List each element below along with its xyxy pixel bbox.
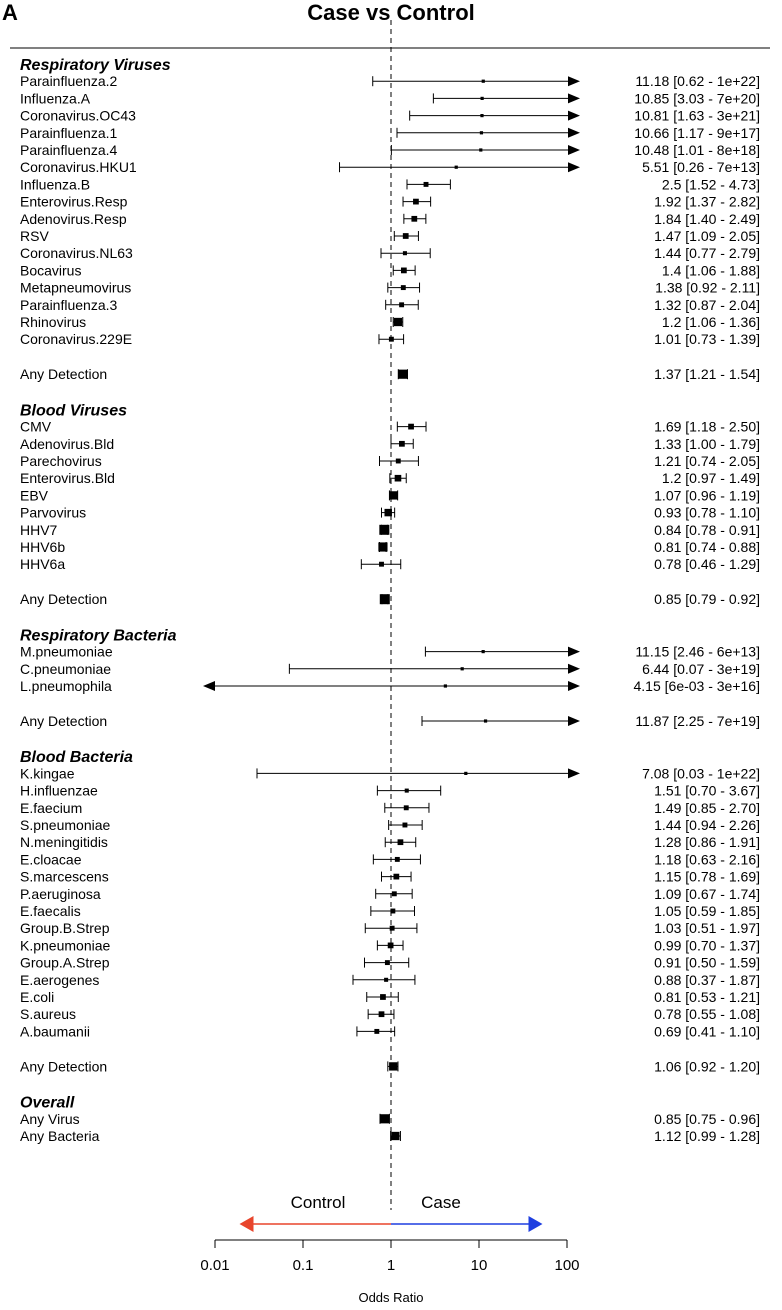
blood-viruses-cmv-row xyxy=(20,419,760,435)
respiratory-viruses-influenza-a-or-ci-text: 10.85 [3.03 - 7e+20] xyxy=(634,90,760,107)
chart-title: Case vs Control xyxy=(307,0,475,25)
respiratory-viruses-coronavirus-oc43-label: Coronavirus.OC43 xyxy=(20,107,136,124)
blood-bacteria-s-aureus-row xyxy=(20,1006,760,1022)
respiratory-viruses-rsv-point xyxy=(403,233,409,239)
respiratory-viruses-parainfluenza-1-label: Parainfluenza.1 xyxy=(20,124,118,141)
group-header-respiratory-bacteria: Respiratory Bacteria xyxy=(20,627,177,645)
blood-viruses-any-detection-row xyxy=(20,591,760,607)
blood-bacteria-k-kingae-ci-arrow-right xyxy=(568,768,580,778)
blood-bacteria-group-a-strep-point xyxy=(385,960,390,965)
respiratory-bacteria-m-pneumoniae-ci-arrow-right xyxy=(568,647,580,657)
respiratory-viruses-coronavirus-hku1-point xyxy=(455,166,458,169)
group-header-blood-bacteria: Blood Bacteria xyxy=(20,749,133,767)
respiratory-bacteria-any-detection-label: Any Detection xyxy=(20,713,108,729)
respiratory-viruses-bocavirus-or-ci-text: 1.4 [1.06 - 1.88] xyxy=(661,262,760,279)
respiratory-bacteria-m-pneumoniae-label: M.pneumoniae xyxy=(20,643,113,660)
respiratory-viruses-parainfluenza-4-or-ci-text: 10.48 [1.01 - 8e+18] xyxy=(634,142,760,158)
respiratory-viruses-bocavirus-label: Bocavirus xyxy=(20,262,82,279)
case-label: Case xyxy=(421,1193,461,1212)
respiratory-viruses-parainfluenza-3-row xyxy=(20,297,760,313)
respiratory-viruses-influenza-b-point xyxy=(424,182,429,187)
blood-viruses-hhv7-point xyxy=(379,525,389,535)
blood-bacteria-p-aeruginosa-row xyxy=(20,886,760,902)
blood-bacteria-k-kingae-or-ci-text: 7.08 [0.03 - 1e+22] xyxy=(642,765,760,782)
overall-any-bacteria-label: Any Bacteria xyxy=(20,1128,100,1144)
respiratory-viruses-bocavirus-row xyxy=(20,262,760,278)
blood-viruses-ebv-label: EBV xyxy=(20,487,49,504)
blood-viruses-ebv-or-ci-text: 1.07 [0.96 - 1.19] xyxy=(654,487,760,504)
overall-any-virus-label: Any Virus xyxy=(20,1110,80,1127)
respiratory-viruses-coronavirus-oc43-or-ci-text: 10.81 [1.63 - 3e+21] xyxy=(634,107,760,124)
respiratory-bacteria-any-detection-row xyxy=(20,713,760,729)
blood-viruses-hhv7-label: HHV7 xyxy=(20,521,58,538)
blood-viruses-enterovirus-bld-or-ci-text: 1.2 [0.97 - 1.49] xyxy=(661,470,760,487)
blood-bacteria-e-aerogenes-point xyxy=(384,978,388,982)
blood-viruses-enterovirus-bld-point xyxy=(395,475,402,482)
panel-label: A xyxy=(2,0,18,25)
respiratory-viruses-metapneumovirus-point xyxy=(401,285,406,290)
blood-viruses-hhv6a-row xyxy=(20,556,760,572)
respiratory-viruses-coronavirus-hku1-label: Coronavirus.HKU1 xyxy=(20,159,137,176)
overall-any-bacteria-point xyxy=(391,1132,399,1140)
respiratory-viruses-parainfluenza-1-or-ci-text: 10.66 [1.17 - 9e+17] xyxy=(634,124,760,141)
blood-bacteria-h-influenzae-row xyxy=(20,783,760,799)
respiratory-viruses-influenza-b-label: Influenza.B xyxy=(20,176,91,193)
respiratory-bacteria-l-pneumophila-point xyxy=(444,684,447,687)
respiratory-viruses-parainfluenza-3-or-ci-text: 1.32 [0.87 - 2.04] xyxy=(654,296,760,313)
x-axis-label: Odds Ratio xyxy=(358,1290,424,1305)
blood-viruses-parvovirus-row xyxy=(20,505,760,521)
blood-bacteria-group-b-strep-or-ci-text: 1.03 [0.51 - 1.97] xyxy=(654,920,760,937)
respiratory-bacteria-m-pneumoniae-point xyxy=(482,650,485,653)
blood-bacteria-n-meningitidis-point xyxy=(398,839,404,845)
blood-bacteria-s-marcescens-row xyxy=(20,869,760,885)
blood-bacteria-s-marcescens-or-ci-text: 1.15 [0.78 - 1.69] xyxy=(654,868,760,885)
respiratory-viruses-parainfluenza-1-ci-arrow-right xyxy=(568,128,580,138)
respiratory-viruses-enterovirus-resp-row xyxy=(20,194,760,210)
blood-viruses-parvovirus-label: Parvovirus xyxy=(20,504,87,521)
blood-viruses-hhv6b-label: HHV6b xyxy=(20,539,66,555)
blood-bacteria-any-detection-point xyxy=(389,1062,397,1070)
case-arrow-head xyxy=(529,1216,543,1232)
blood-viruses-hhv6a-or-ci-text: 0.78 [0.46 - 1.29] xyxy=(654,556,760,573)
blood-viruses-cmv-or-ci-text: 1.69 [1.18 - 2.50] xyxy=(654,418,760,435)
overall-any-bacteria-row xyxy=(20,1128,760,1144)
blood-viruses-enterovirus-bld-label: Enterovirus.Bld xyxy=(20,470,115,487)
respiratory-viruses-influenza-a-point xyxy=(481,97,484,100)
blood-bacteria-e-faecalis-label: E.faecalis xyxy=(20,903,81,919)
blood-bacteria-k-pneumoniae-label: K.pneumoniae xyxy=(20,937,111,954)
respiratory-viruses-parainfluenza-3-point xyxy=(399,302,404,307)
respiratory-viruses-any-detection-point xyxy=(398,370,407,379)
blood-bacteria-n-meningitidis-row xyxy=(20,834,760,850)
blood-bacteria-k-pneumoniae-row xyxy=(20,937,760,953)
blood-bacteria-p-aeruginosa-point xyxy=(392,891,397,896)
respiratory-bacteria-l-pneumophila-ci-arrow-left xyxy=(203,681,215,691)
blood-viruses-any-detection-or-ci-text: 0.85 [0.79 - 0.92] xyxy=(654,591,760,608)
respiratory-viruses-coronavirus-229e-or-ci-text: 1.01 [0.73 - 1.39] xyxy=(654,331,760,348)
blood-viruses-adenovirus-bld-or-ci-text: 1.33 [1.00 - 1.79] xyxy=(654,435,760,452)
blood-bacteria-e-aerogenes-label: E.aerogenes xyxy=(20,971,100,988)
respiratory-viruses-influenza-b-row xyxy=(20,176,760,192)
respiratory-viruses-any-detection-row xyxy=(20,366,760,382)
respiratory-viruses-parainfluenza-4-point xyxy=(479,148,482,151)
blood-bacteria-s-pneumoniae-row xyxy=(20,817,760,833)
respiratory-viruses-rhinovirus-label: Rhinovirus xyxy=(20,314,87,330)
x-axis xyxy=(200,1240,579,1274)
respiratory-viruses-parainfluenza-2-row xyxy=(20,73,760,89)
respiratory-viruses-parainfluenza-2-or-ci-text: 11.18 [0.62 - 1e+22] xyxy=(635,73,760,90)
x-tick-label-4: 100 xyxy=(554,1257,580,1274)
respiratory-viruses-coronavirus-nl63-point xyxy=(403,251,407,255)
blood-bacteria-a-baumanii-or-ci-text: 0.69 [0.41 - 1.10] xyxy=(654,1023,760,1040)
respiratory-viruses-coronavirus-229e-row xyxy=(20,331,760,347)
blood-viruses-cmv-label: CMV xyxy=(20,418,52,435)
respiratory-bacteria-m-pneumoniae-row xyxy=(20,644,760,660)
blood-bacteria-k-pneumoniae-or-ci-text: 0.99 [0.70 - 1.37] xyxy=(654,937,760,954)
respiratory-viruses-parainfluenza-4-label: Parainfluenza.4 xyxy=(20,142,118,158)
overall-any-virus-point xyxy=(380,1114,389,1123)
blood-bacteria-e-faecalis-row xyxy=(20,903,760,919)
blood-bacteria-s-pneumoniae-or-ci-text: 1.44 [0.94 - 2.26] xyxy=(654,817,760,833)
respiratory-viruses-coronavirus-nl63-label: Coronavirus.NL63 xyxy=(20,245,133,262)
control-arrow-head xyxy=(239,1216,253,1232)
blood-viruses-cmv-point xyxy=(408,424,414,430)
blood-bacteria-any-detection-label: Any Detection xyxy=(20,1058,108,1075)
respiratory-viruses-parainfluenza-1-row xyxy=(20,125,760,141)
respiratory-bacteria-c-pneumoniae-label: C.pneumoniae xyxy=(20,660,112,677)
blood-bacteria-e-aerogenes-or-ci-text: 0.88 [0.37 - 1.87] xyxy=(654,971,760,988)
blood-bacteria-e-faecalis-or-ci-text: 1.05 [0.59 - 1.85] xyxy=(654,903,760,919)
blood-viruses-adenovirus-bld-point xyxy=(399,441,405,447)
blood-bacteria-n-meningitidis-or-ci-text: 1.28 [0.86 - 1.91] xyxy=(654,834,760,851)
blood-bacteria-n-meningitidis-label: N.meningitidis xyxy=(20,834,108,851)
respiratory-viruses-adenovirus-resp-label: Adenovirus.Resp xyxy=(20,210,127,227)
blood-bacteria-e-cloacae-or-ci-text: 1.18 [0.63 - 2.16] xyxy=(654,851,760,868)
respiratory-viruses-influenza-a-ci-arrow-right xyxy=(568,93,580,103)
respiratory-viruses-parainfluenza-2-ci-arrow-right xyxy=(568,76,580,86)
respiratory-viruses-adenovirus-resp-row xyxy=(20,211,760,227)
blood-bacteria-any-detection-or-ci-text: 1.06 [0.92 - 1.20] xyxy=(654,1058,760,1075)
respiratory-viruses-rhinovirus-or-ci-text: 1.2 [1.06 - 1.36] xyxy=(661,314,760,330)
blood-viruses-parechovirus-row xyxy=(20,453,760,469)
respiratory-bacteria-c-pneumoniae-row xyxy=(20,661,760,677)
respiratory-viruses-coronavirus-hku1-row xyxy=(20,159,760,175)
x-tick-label-0: 0.01 xyxy=(200,1257,230,1274)
blood-viruses-any-detection-label: Any Detection xyxy=(20,591,108,608)
blood-bacteria-e-coli-label: E.coli xyxy=(20,989,55,1005)
blood-bacteria-group-b-strep-label: Group.B.Strep xyxy=(20,920,110,937)
blood-bacteria-h-influenzae-or-ci-text: 1.51 [0.70 - 3.67] xyxy=(654,782,760,799)
respiratory-viruses-rsv-label: RSV xyxy=(20,228,49,244)
respiratory-viruses-metapneumovirus-row xyxy=(20,280,760,296)
blood-viruses-hhv6a-point xyxy=(379,562,384,567)
blood-viruses-hhv7-row xyxy=(20,522,760,538)
respiratory-viruses-coronavirus-oc43-ci-arrow-right xyxy=(568,111,580,121)
respiratory-bacteria-any-detection-ci-arrow-right xyxy=(568,716,580,726)
blood-viruses-parvovirus-or-ci-text: 0.93 [0.78 - 1.10] xyxy=(654,504,760,521)
respiratory-viruses-parainfluenza-2-point xyxy=(482,80,485,83)
respiratory-viruses-any-detection-or-ci-text: 1.37 [1.21 - 1.54] xyxy=(654,366,760,383)
blood-viruses-hhv6b-row xyxy=(20,539,760,555)
respiratory-viruses-bocavirus-point xyxy=(401,268,407,274)
respiratory-bacteria-l-pneumophila-ci-arrow-right xyxy=(568,681,580,691)
respiratory-viruses-enterovirus-resp-or-ci-text: 1.92 [1.37 - 2.82] xyxy=(654,193,760,210)
blood-bacteria-e-coli-row xyxy=(20,989,760,1005)
blood-bacteria-s-marcescens-label: S.marcescens xyxy=(20,868,109,885)
blood-bacteria-group-b-strep-row xyxy=(20,920,760,936)
respiratory-bacteria-any-detection-point xyxy=(484,719,487,722)
respiratory-viruses-influenza-a-label: Influenza.A xyxy=(20,90,91,107)
respiratory-viruses-coronavirus-oc43-point xyxy=(480,114,483,117)
x-tick-label-3: 10 xyxy=(470,1257,488,1274)
blood-bacteria-h-influenzae-label: H.influenzae xyxy=(20,782,98,799)
respiratory-viruses-rsv-row xyxy=(20,228,760,244)
blood-bacteria-a-baumanii-row xyxy=(20,1023,760,1039)
respiratory-viruses-coronavirus-hku1-ci-arrow-right xyxy=(568,162,580,172)
group-header-respiratory-viruses: Respiratory Viruses xyxy=(20,57,171,74)
blood-bacteria-group-a-strep-row xyxy=(20,955,760,971)
respiratory-viruses-rhinovirus-point xyxy=(394,318,402,326)
blood-bacteria-e-coli-or-ci-text: 0.81 [0.53 - 1.21] xyxy=(654,989,760,1005)
blood-bacteria-p-aeruginosa-or-ci-text: 1.09 [0.67 - 1.74] xyxy=(654,885,760,902)
respiratory-viruses-metapneumovirus-label: Metapneumovirus xyxy=(20,279,132,296)
blood-bacteria-s-pneumoniae-point xyxy=(402,823,407,828)
blood-viruses-ebv-row xyxy=(20,487,760,503)
respiratory-viruses-coronavirus-oc43-row xyxy=(20,108,760,124)
blood-bacteria-group-a-strep-label: Group.A.Strep xyxy=(20,954,110,971)
forest-rows xyxy=(20,57,760,1144)
blood-bacteria-e-coli-point xyxy=(380,994,386,1000)
blood-bacteria-e-faecium-row xyxy=(20,800,760,816)
respiratory-viruses-parainfluenza-4-row xyxy=(20,142,760,158)
x-tick-label-1: 0.1 xyxy=(292,1257,314,1274)
respiratory-bacteria-c-pneumoniae-ci-arrow-right xyxy=(568,664,580,674)
blood-bacteria-e-cloacae-point xyxy=(395,857,400,862)
blood-bacteria-e-aerogenes-row xyxy=(20,972,760,988)
blood-viruses-parechovirus-label: Parechovirus xyxy=(20,453,102,469)
blood-viruses-any-detection-point xyxy=(380,594,390,604)
blood-bacteria-a-baumanii-point xyxy=(374,1029,379,1034)
blood-viruses-parechovirus-or-ci-text: 1.21 [0.74 - 2.05] xyxy=(654,453,760,469)
blood-bacteria-group-b-strep-point xyxy=(390,926,395,931)
overall-any-bacteria-or-ci-text: 1.12 [0.99 - 1.28] xyxy=(654,1128,760,1144)
blood-bacteria-s-aureus-point xyxy=(379,1011,385,1017)
blood-bacteria-e-cloacae-label: E.cloacae xyxy=(20,851,82,868)
blood-bacteria-s-pneumoniae-label: S.pneumoniae xyxy=(20,817,111,833)
blood-bacteria-e-faecium-or-ci-text: 1.49 [0.85 - 2.70] xyxy=(654,799,760,816)
blood-viruses-adenovirus-bld-row xyxy=(20,436,760,452)
respiratory-viruses-enterovirus-resp-label: Enterovirus.Resp xyxy=(20,193,128,210)
respiratory-viruses-influenza-b-or-ci-text: 2.5 [1.52 - 4.73] xyxy=(661,176,760,193)
respiratory-viruses-parainfluenza-2-label: Parainfluenza.2 xyxy=(20,73,118,90)
x-tick-label-2: 1 xyxy=(386,1257,396,1274)
blood-bacteria-k-kingae-label: K.kingae xyxy=(20,765,75,782)
blood-bacteria-e-cloacae-row xyxy=(20,851,760,867)
blood-viruses-enterovirus-bld-row xyxy=(20,470,760,486)
blood-bacteria-e-faecium-point xyxy=(404,805,409,810)
blood-bacteria-s-aureus-label: S.aureus xyxy=(20,1006,77,1023)
respiratory-bacteria-c-pneumoniae-point xyxy=(461,667,464,670)
blood-bacteria-s-marcescens-point xyxy=(393,874,399,880)
respiratory-bacteria-m-pneumoniae-or-ci-text: 11.15 [2.46 - 6e+13] xyxy=(635,643,760,660)
direction-indicator xyxy=(239,1193,542,1232)
blood-viruses-parechovirus-point xyxy=(396,459,401,464)
respiratory-viruses-rsv-or-ci-text: 1.47 [1.09 - 2.05] xyxy=(654,228,760,244)
respiratory-viruses-rhinovirus-row xyxy=(20,314,760,330)
blood-viruses-hhv6a-label: HHV6a xyxy=(20,556,66,573)
blood-viruses-hhv6b-or-ci-text: 0.81 [0.74 - 0.88] xyxy=(654,539,760,555)
respiratory-bacteria-l-pneumophila-row xyxy=(20,678,760,694)
respiratory-viruses-metapneumovirus-or-ci-text: 1.38 [0.92 - 2.11] xyxy=(655,279,760,296)
respiratory-viruses-any-detection-label: Any Detection xyxy=(20,366,108,383)
blood-viruses-adenovirus-bld-label: Adenovirus.Bld xyxy=(20,435,115,452)
respiratory-viruses-coronavirus-229e-label: Coronavirus.229E xyxy=(20,331,133,348)
group-header-blood-viruses: Blood Viruses xyxy=(20,402,127,420)
respiratory-bacteria-l-pneumophila-or-ci-text: 4.15 [6e-03 - 3e+16] xyxy=(633,678,760,694)
blood-bacteria-any-detection-row xyxy=(20,1058,760,1074)
blood-bacteria-s-aureus-or-ci-text: 0.78 [0.55 - 1.08] xyxy=(654,1006,760,1023)
overall-any-virus-or-ci-text: 0.85 [0.75 - 0.96] xyxy=(654,1110,760,1127)
overall-any-virus-row xyxy=(20,1111,760,1127)
respiratory-viruses-parainfluenza-3-label: Parainfluenza.3 xyxy=(20,296,118,313)
respiratory-viruses-coronavirus-nl63-or-ci-text: 1.44 [0.77 - 2.79] xyxy=(654,245,760,262)
control-label: Control xyxy=(290,1193,346,1212)
respiratory-bacteria-l-pneumophila-label: L.pneumophila xyxy=(20,678,112,694)
blood-viruses-hhv7-or-ci-text: 0.84 [0.78 - 0.91] xyxy=(654,521,760,538)
respiratory-viruses-coronavirus-hku1-or-ci-text: 5.51 [0.26 - 7e+13] xyxy=(642,159,760,176)
respiratory-viruses-influenza-a-row xyxy=(20,90,760,106)
respiratory-viruses-enterovirus-resp-point xyxy=(413,199,419,205)
respiratory-viruses-parainfluenza-4-ci-arrow-right xyxy=(568,145,580,155)
blood-bacteria-k-kingae-point xyxy=(464,772,467,775)
respiratory-bacteria-any-detection-or-ci-text: 11.87 [2.25 - 7e+19] xyxy=(635,713,760,729)
blood-bacteria-k-kingae-row xyxy=(20,765,760,781)
respiratory-viruses-parainfluenza-1-point xyxy=(480,131,483,134)
blood-bacteria-e-faecium-label: E.faecium xyxy=(20,799,83,816)
blood-bacteria-group-a-strep-or-ci-text: 0.91 [0.50 - 1.59] xyxy=(654,954,760,971)
respiratory-viruses-adenovirus-resp-or-ci-text: 1.84 [1.40 - 2.49] xyxy=(654,210,760,227)
respiratory-viruses-adenovirus-resp-point xyxy=(411,216,417,222)
blood-bacteria-h-influenzae-point xyxy=(405,789,409,793)
blood-bacteria-p-aeruginosa-label: P.aeruginosa xyxy=(20,885,101,902)
group-header-overall: Overall xyxy=(20,1094,75,1112)
respiratory-bacteria-c-pneumoniae-or-ci-text: 6.44 [0.07 - 3e+19] xyxy=(642,660,760,677)
respiratory-viruses-coronavirus-nl63-row xyxy=(20,245,760,261)
blood-viruses-hhv6b-point xyxy=(378,542,387,551)
blood-bacteria-a-baumanii-label: A.baumanii xyxy=(20,1023,91,1040)
